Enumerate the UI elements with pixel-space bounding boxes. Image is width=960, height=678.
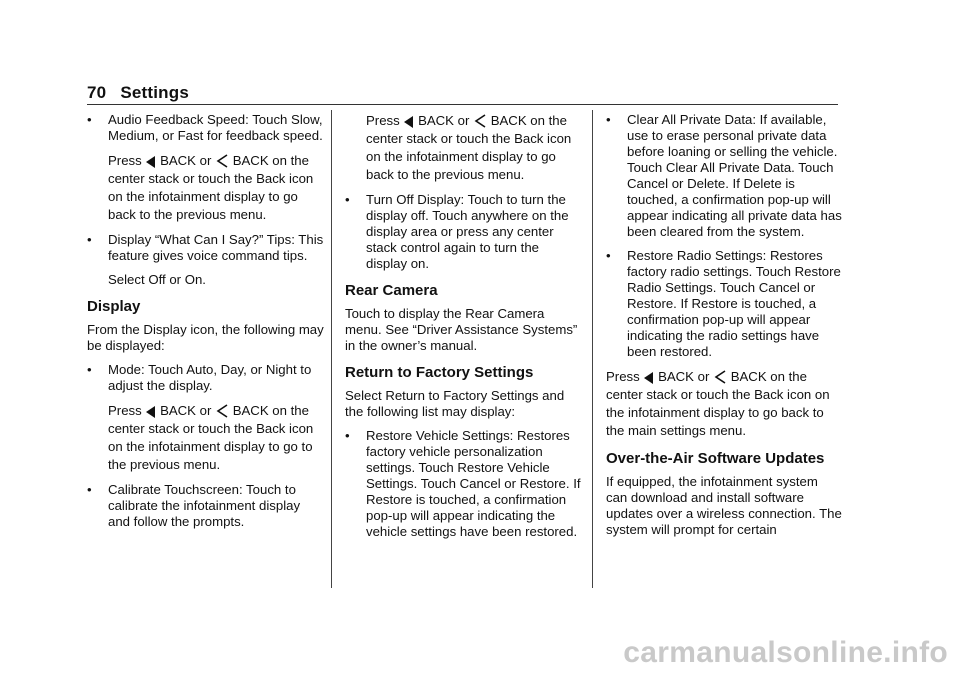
back-instruction: Press BACK or BACK on the center stack or touch the Back icon on the infotainment display to go back to the previous menu. (366, 113, 572, 182)
bullet-marker: • (606, 112, 611, 127)
list-item: • Restore Radio Settings: Restores factory radio settings. Touch Restore Radio Settings. Touch Cancel or Restore. If Restore is touched, a confirmation pop-up will appear indicating the radio settings have been restored. (606, 248, 841, 359)
chevron-left-icon (474, 114, 486, 128)
page-number: 70 (87, 83, 107, 102)
bullet-marker: • (87, 112, 92, 127)
back-instruction: Press BACK or BACK on the center stack or touch the Back icon on the infotainment display to go back to the main settings menu. (606, 369, 830, 438)
section-heading: Display (87, 298, 141, 315)
bullet-marker: • (87, 482, 92, 497)
triangle-left-icon (146, 156, 155, 168)
list-item: • Turn Off Display: Touch to turn the display off. Touch anywhere on the display area or press any center stack control again to turn the display on. (345, 192, 569, 271)
section-title: Settings (120, 83, 189, 102)
paragraph: Touch to display the Rear Camera menu. See “Driver Assistance Systems” in the owner’s manual. (345, 306, 578, 353)
bullet-marker: • (345, 428, 350, 443)
bullet-marker: • (87, 362, 92, 377)
paragraph: Select Return to Factory Settings and the following list may display: (345, 388, 565, 419)
list-item: • Audio Feedback Speed: Touch Slow, Medium, or Fast for feedback speed. (87, 112, 323, 143)
triangle-left-icon (404, 116, 413, 128)
chevron-left-icon (216, 404, 228, 418)
bullet-marker: • (345, 192, 350, 207)
triangle-left-icon (146, 406, 155, 418)
back-instruction: Press BACK or BACK on the center stack or touch the Back icon on the infotainment display to go to the previous menu. (108, 403, 314, 472)
watermark: carmanualsonline.info (623, 636, 948, 669)
list-item: • Calibrate Touchscreen: Touch to calibrate the infotainment display and follow the prompts. (87, 482, 301, 529)
chevron-left-icon (216, 154, 228, 168)
column-divider (331, 110, 332, 588)
section-heading: Over-the-Air Software Updates (606, 450, 825, 467)
triangle-left-icon (644, 372, 653, 384)
list-item: • Clear All Private Data: If available, use to erase personal private data before loaning or selling the vehicle. Touch Clear All Private Data. Touch Cancel or Delete. If Delete is touched, a confirmation pop-up will appear indicating all private data has been cleared from the system. (606, 112, 842, 239)
chevron-left-icon (714, 370, 726, 384)
paragraph: If equipped, the infotainment system can download and install software updates over a wireless connection. The system will prompt for certain (606, 474, 842, 537)
list-item: • Mode: Touch Auto, Day, or Night to adjust the display. (87, 362, 312, 393)
section-heading: Rear Camera (345, 282, 438, 299)
bullet-marker: • (606, 248, 611, 263)
column-divider (592, 110, 593, 588)
list-item: • Display “What Can I Say?” Tips: This feature gives voice command tips. (87, 232, 324, 263)
header-rule (87, 104, 838, 105)
column-2 (345, 112, 583, 548)
paragraph: Select Off or On. (108, 272, 206, 287)
paragraph: From the Display icon, the following may be displayed: (87, 322, 324, 353)
list-item: • Restore Vehicle Settings: Restores factory vehicle personalization settings. Touch Restore Vehicle Settings. Touch Cancel or Restore. If Restore is touched, a confirmation pop-up will appear indicating the vehicle settings have been restored. (345, 428, 581, 539)
page-header (87, 83, 189, 103)
bullet-marker: • (87, 232, 92, 247)
section-heading: Return to Factory Settings (345, 364, 534, 381)
column-1 (87, 112, 325, 538)
column-3 (606, 112, 842, 546)
back-instruction: Press BACK or BACK on the center stack or touch the Back icon on the infotainment display to go back to the previous menu. (108, 153, 314, 222)
